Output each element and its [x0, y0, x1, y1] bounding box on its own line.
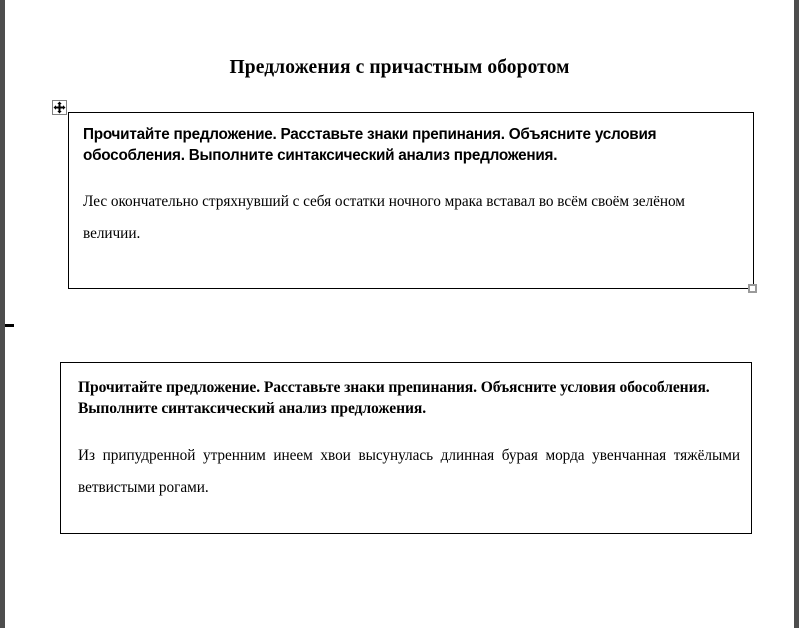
block-2-body: Из припудренной утренним инеем хвои высунулась длинная бурая морда увенчанная тяжёлыми ветвистыми рогами.: [78, 446, 740, 497]
page-left-edge-strip: [0, 0, 5, 628]
block-1-body: Лес окончательно стряхнувший с себя остатки ночного мрака вставал во всём своём зелёном величии.: [83, 192, 685, 243]
page-title: Предложения с причастным оборотом: [229, 57, 570, 78]
text-frame-2-content: [61, 363, 751, 505]
page-right-edge-strip: [794, 0, 799, 628]
text-frame-1[interactable]: [68, 112, 754, 289]
block-2-heading: Прочитайте предложение. Расставьте знаки препинания. Объясните условия обособления. Выполните синтаксический анализ предложения.: [78, 379, 710, 418]
text-frame-2[interactable]: [60, 362, 752, 534]
text-frame-1-content: [69, 113, 753, 251]
resize-square-handle[interactable]: [748, 284, 757, 293]
block-1-heading: Прочитайте предложение. Расставьте знаки препинания. Объясните условия обособления. Выполните синтаксический анализ предложения.: [83, 126, 657, 164]
move-cross-icon[interactable]: [52, 100, 67, 115]
margin-tick-mark: [5, 324, 14, 327]
